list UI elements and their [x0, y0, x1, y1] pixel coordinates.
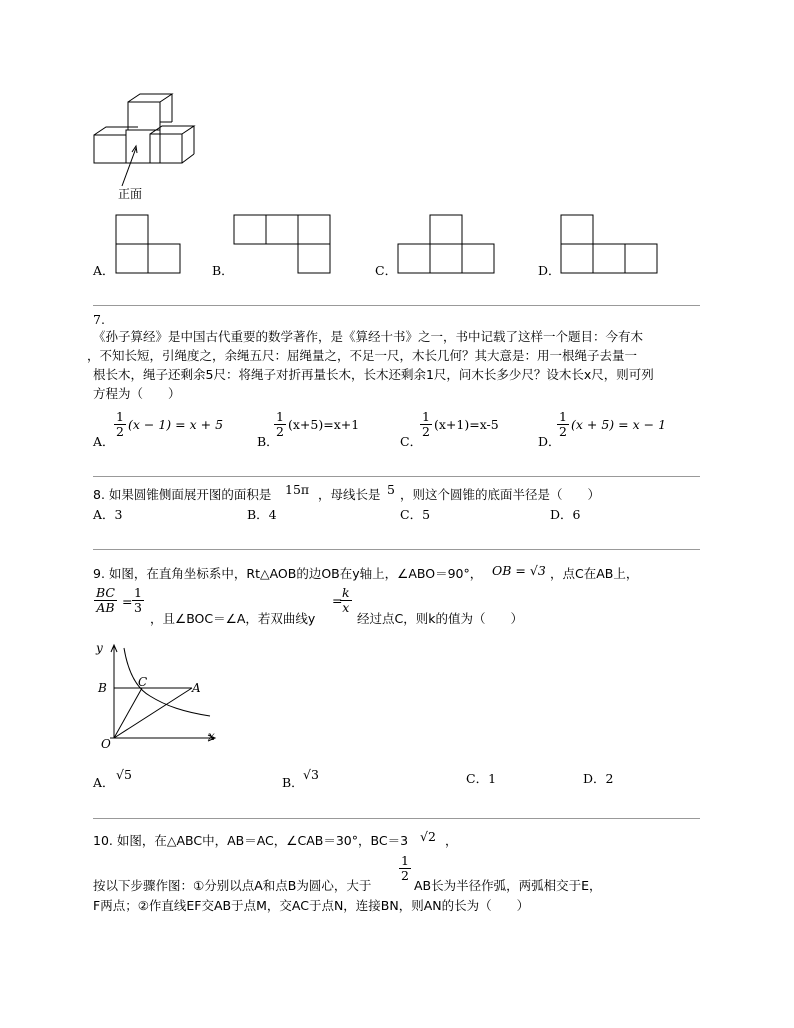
q9-text-a: 9. 如图，在直角坐标系中，Rt△AOB的边OB在y轴上，∠ABO＝90°，: [93, 566, 483, 581]
graph-label-o: O: [101, 737, 111, 750]
q7-line-3: 根长木，绳子还剩余5尺：将绳子对折再量长木，长木还剩余1尺，问木长多少尺？设木长x尺，则可列: [93, 367, 654, 382]
q7-option-d-expr: (x + 5) = x − 1: [571, 417, 667, 432]
q6-option-b-figure: [233, 214, 335, 276]
q7-line-1: 《孙子算经》是中国古代重要的数学著作，是《算经十书》之一，书中记载了这样一个题目：今有木: [93, 329, 644, 344]
q7-option-c-label: C．: [400, 434, 423, 449]
q8-option-c: C．5: [400, 507, 431, 522]
q10-line-2-b: AB长为半径作弧，两弧相交于E，: [414, 878, 602, 893]
segment-oc: [114, 688, 142, 738]
q9-ratio-fraction: $\frac{BC}{AB}$: [96, 585, 115, 615]
front-label: 正面: [118, 187, 143, 201]
q8-slant: 5: [387, 482, 395, 497]
q9-option-a-label: A．: [93, 775, 115, 790]
q6-option-a-figure: [115, 214, 183, 276]
graph-label-b: B: [98, 681, 107, 695]
q8-option-b: B．4: [247, 507, 277, 522]
q7-number: 7.: [93, 312, 105, 327]
q9-ratio-value: $\frac{1}{3}$: [134, 585, 142, 615]
q9-option-a-val: √5: [116, 767, 132, 782]
q7-option-b-expr: (x+5)=x+1: [288, 417, 360, 432]
q10-line-3: F两点；②作直线EF交AB于点M，交AC于点N，连接BN，则AN的长为（ ）: [93, 898, 530, 913]
q9-option-c-label: C．1: [466, 771, 497, 786]
q10-half-fraction: $\frac{1}{2}$: [401, 853, 409, 883]
q10-line-1-end: ，: [445, 833, 458, 848]
divider-1: [93, 305, 700, 306]
q10-line-2-a: 按以下步骤作图：①分别以点A和点B为圆心，大于: [93, 878, 372, 893]
q7-option-a-expr: (x − 1) = x + 5: [128, 417, 224, 432]
q9-option-b-val: √3: [303, 767, 319, 782]
q7-line-4: 方程为（ ）: [93, 386, 181, 401]
q8-text-c: ，则这个圆锥的底面半径是（ ）: [400, 487, 601, 502]
q7-line-2: ，不知长短，引绳度之，余绳五尺：屈绳量之，不足一尺，木长几何？其大意是：用一根绳子去量一: [87, 348, 638, 363]
q8-area: 15π: [285, 482, 310, 497]
q9-ratio-eq: =: [122, 594, 133, 609]
graph-label-y: y: [96, 641, 103, 655]
q7-option-c-expr: (x+1)=x-5: [434, 417, 499, 432]
q6-option-c-label: C．: [375, 263, 398, 278]
q9-k-fraction: $\frac{k}{x}$: [342, 585, 350, 615]
graph-label-c: C: [138, 675, 148, 689]
q6-option-d-label: D．: [538, 263, 561, 278]
q6-option-d-figure: [560, 214, 662, 276]
q6-option-c-figure: [397, 214, 499, 276]
q8-text-b: ，母线长是: [318, 487, 381, 502]
q7-option-b-fraction: $\frac{1}{2}$: [276, 409, 284, 439]
q7-option-a-label: A．: [93, 434, 115, 449]
segment-oa: [114, 688, 192, 738]
graph-label-a: A: [192, 681, 201, 695]
q9-option-d-label: D．2: [583, 771, 614, 786]
q7-option-d-fraction: $\frac{1}{2}$: [559, 409, 567, 439]
q9-k-eq: =: [332, 593, 343, 608]
cube-stack-figure: [88, 90, 218, 205]
q9-ob-expr: OB = √3: [492, 563, 546, 578]
q9-option-b-label: B．: [282, 775, 304, 790]
divider-4: [93, 818, 700, 819]
q6-option-b-label: B．: [212, 263, 234, 278]
q9-text-b: ，点C在AB上，: [550, 566, 639, 581]
q10-bc-sqrt: √2: [420, 829, 436, 844]
q7-option-c-fraction: $\frac{1}{2}$: [422, 409, 430, 439]
q9-text-c: ，且∠BOC＝∠A，若双曲线y: [150, 611, 316, 626]
divider-3: [93, 549, 700, 550]
q8-option-a: A．3: [93, 507, 123, 522]
q10-line-1: 10. 如图，在△ABC中，AB＝AC，∠CAB＝30°，BC＝3: [93, 833, 409, 848]
graph-label-x: x: [208, 729, 215, 743]
divider-2: [93, 476, 700, 477]
q9-text-d: 经过点C，则k的值为（ ）: [357, 611, 523, 626]
q7-option-a-fraction: $\frac{1}{2}$: [116, 409, 124, 439]
q7-option-b-label: B．: [257, 434, 279, 449]
q6-option-a-label: A．: [93, 263, 115, 278]
q8-option-d: D．6: [550, 507, 581, 522]
q8-text-a: 8. 如果圆锥侧面展开图的面积是: [93, 487, 272, 502]
q7-option-d-label: D．: [538, 434, 561, 449]
q9-coordinate-graph: [92, 640, 222, 750]
